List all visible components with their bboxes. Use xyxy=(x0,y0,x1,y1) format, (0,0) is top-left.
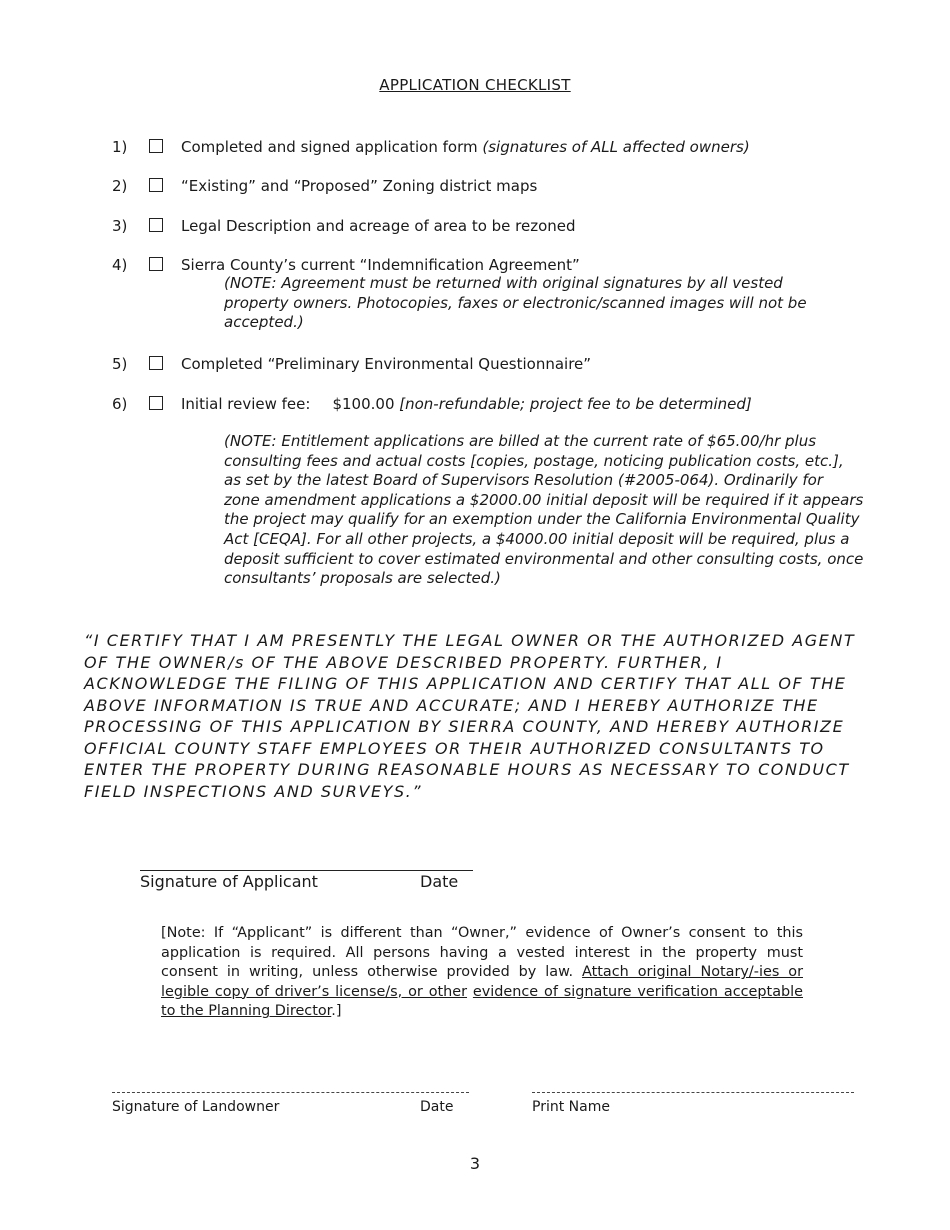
applicant-date-label: Date xyxy=(420,872,459,891)
item-number: 3) xyxy=(112,217,128,235)
item-number: 4) xyxy=(112,256,128,274)
landowner-date-label: Date xyxy=(420,1099,454,1115)
checkbox[interactable] xyxy=(149,356,163,370)
applicant-signature-line[interactable] xyxy=(140,870,473,871)
landowner-signature-line[interactable] xyxy=(112,1092,469,1093)
checkbox[interactable] xyxy=(149,257,163,271)
item-number: 5) xyxy=(112,355,128,373)
checkbox[interactable] xyxy=(149,218,163,232)
item-text: Completed and signed application form (signatures of ALL affected owners) xyxy=(181,138,750,156)
item-text: Completed “Preliminary Environmental Questionnaire” xyxy=(181,355,592,373)
item-text: Legal Description and acreage of area to be rezoned xyxy=(181,217,576,235)
print-name-label: Print Name xyxy=(532,1099,610,1115)
landowner-signature-label: Signature of Landowner xyxy=(112,1099,280,1115)
fee-note: (NOTE: Entitlement applications are billed at the current rate of $65.00/hr plus consulting fees and actual costs [copies, postage, noticing publication costs, etc.], as set by the latest Board of Supervisors Resolution (#2005-064). Ordinarily for zone amendment applications a $2000.00 initial deposit will be required if it appears the project may qualify for an exemption under the California Environmental Quality Act [CEQA]. For all other projects, a $4000.00 initial deposit will be required, plus a deposit sufficient to cover estimated environmental and other consulting costs, once consultants’ proposals are selected.) xyxy=(224,432,864,588)
item-text: Initial review fee: $100.00 [non-refundable; project fee to be determined] xyxy=(181,395,752,413)
item-text: “Existing” and “Proposed” Zoning district maps xyxy=(181,177,538,195)
applicant-signature-label: Signature of Applicant xyxy=(140,872,318,891)
item-text: Sierra County’s current “Indemnification Agreement” xyxy=(181,256,580,274)
print-name-line[interactable] xyxy=(532,1092,854,1093)
checkbox[interactable] xyxy=(149,178,163,192)
item-number: 6) xyxy=(112,395,128,413)
item-number: 1) xyxy=(112,138,128,156)
page-number: 3 xyxy=(469,1154,481,1173)
checkbox[interactable] xyxy=(149,396,163,410)
owner-consent-note: [Note: If “Applicant” is different than “Owner,” evidence of Owner’s consent to this application is required. All persons having a vested interest in the property must consent in writing, unless otherwise provided by law. Attach original Notary/-ies or legible copy of driver’s license/s, or other evidence of signature verification acceptable to the Planning Director.] xyxy=(161,925,803,1020)
fee-amount: $100.00 xyxy=(332,395,395,413)
certification-statement: “I CERTIFY THAT I AM PRESENTLY THE LEGAL OWNER OR THE AUTHORIZED AGENT OF THE OWNER/s OF THE ABOVE DESCRIBED PROPERTY. FURTHER, I ACKNOWLEDGE THE FILING OF THIS APPLICATION AND CERTIFY THAT ALL OF THE ABOVE INFORMATION IS TRUE AND ACCURATE; AND I HEREBY AUTHORIZE THE PROCESSING OF THIS APPLICATION BY SIERRA COUNTY, AND HEREBY AUTHORIZE OFFICIAL COUNTY STAFF EMPLOYEES OR THEIR AUTHORIZED CONSULTANTS TO ENTER THE PROPERTY DURING REASONABLE HOURS AS NECESSARY TO CONDUCT FIELD INSPECTIONS AND SURVEYS.” xyxy=(84,631,856,801)
item-number: 2) xyxy=(112,177,128,195)
agreement-note: (NOTE: Agreement must be returned with original signatures by all vested property owners. Photocopies, faxes or electronic/scanned images will not be accepted.) xyxy=(224,274,807,332)
checkbox[interactable] xyxy=(149,139,163,153)
page-title: APPLICATION CHECKLIST xyxy=(379,76,571,94)
